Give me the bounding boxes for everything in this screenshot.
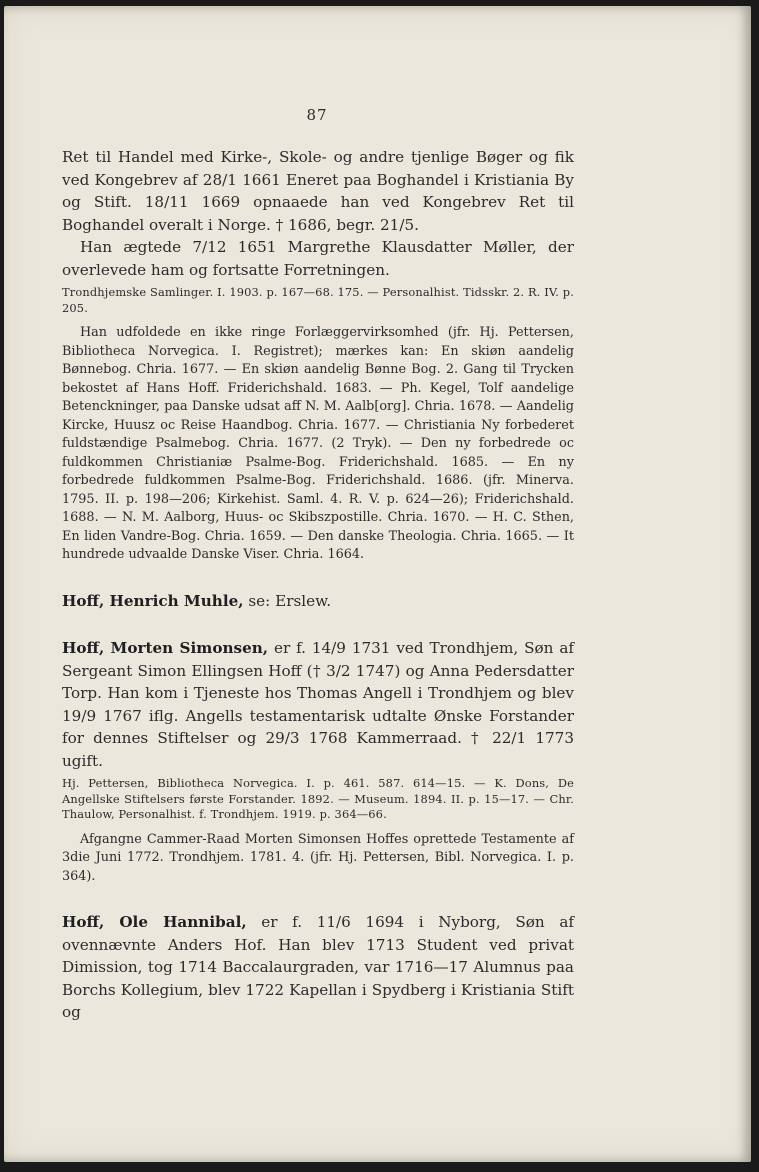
entry-heading: Hoff, Henrich Muhle, (62, 591, 244, 610)
reference-pettersen: Hj. Pettersen, Bibliotheca Norvegica. I. p. 461. 587. 614—15. — K. Dons, De Angellske Stiftelsers første Forstander. 1892. — Museum. 1894. II. p. 15—17. — Chr. Thaulow, Personalhist. f. Trondhjem. 1919. p. 364—66. (62, 776, 574, 821)
entry-ole-hannibal (62, 911, 574, 1024)
paragraph-handel: Ret til Handel med Kirke-, Skole- og andre tjenlige Bøger og fik ved Kongebrev af 28/1 1661 Eneret paa Boghandel i Kristiania By og Stift. 18/11 1669 opnaaede han ved Kongebrev Ret til Boghandel overalt i Norge. † 1686, begr. 21/5. (62, 148, 574, 234)
entry-heading: Hoff, Ole Hannibal, (62, 913, 247, 931)
book-page (4, 6, 751, 1162)
entry-text: er f. 14/9 1731 ved Trondhjem, Søn af Sergeant Simon Ellingsen Hoff († 3/2 1747) og Anna Pedersdatter Torp. Han kom i Tjeneste hos Thomas Angell i Trondhjem og blev 19/9 1767 iflg. Angells testamentarisk udtalte Ønske Forstander for dennes Stiftelser og 29/3 1768 Kammerraad. † 22/1 1773 ugift. (62, 639, 574, 770)
reference-trondhjemske: Trondhjemske Samlinger. I. 1903. p. 167—68. 175. — Personalhist. Tidsskr. 2. R. IV. p. 205. (62, 285, 575, 315)
entry-text: er f. 11/6 1694 i Nyborg, Søn af ovennævnte Anders Hof. Han blev 1713 Student ved privat Dimission, tog 1714 Baccalaurgraden, var 1716—17 Alumnus paa Borchs Kollegium, blev 1722 Kapellan i Spydberg i Kristiania Stift og (62, 913, 575, 1021)
paragraph-publisher: Han udfoldede en ikke ringe Forlæggervirksomhed (jfr. Hj. Pettersen, Bibliotheca Norvegica. I. Registret); mærkes kan: En skiøn aandelig Bønnebog. Chria. 1677. — En skiøn aandelig Bønne Bog. 2. Gang til Trycken bekostet af Hans Hoff. Friderichshald. 1683. — Ph. Kegel, Tolf aandelige Betenckninger, paa Danske udsat aff N. M. Aalb[org]. Chria. 1678. — Aandelig Kircke, Huusz oc Reise Haandbog. Chria. 1677. — Christiania Ny forbederet fuldstændige Psalmebog. Chria. 1677. (2 Tryk). — Den ny forbedrede oc fuldkommen Christianiæ Psalme-Bog. Friderichshald. 1685. — En ny forbedrede fuldkommen Psalme-Bog. Friderichshald. 1686. (jfr. Minerva. 1795. II. p. 198—206; Kirkehist. Saml. 4. R. V. p. 624—26); Friderichshald. 1688. — N. M. Aalborg, Huus- oc Skibszpostille. Chria. 1670. — H. C. Sthen, En liden Vandre-Bog. Chria. 1659. — Den danske Theologia. Chria. 1665. — It hundrede udvaalde Danske Viser. Chria. 1664. (62, 325, 574, 562)
paragraph-marriage: Han ægtede 7/12 1651 Margrethe Klausdatter Møller, der overlevede ham og fortsatte Forretningen. (62, 238, 574, 279)
entry-heading: Hoff, Morten Simonsen, (62, 639, 269, 657)
entry-text: se: Erslew. (243, 591, 332, 610)
entry-henrich-muhle (62, 590, 574, 613)
entry-morten-simonsen (62, 637, 574, 772)
page-number: 87 (306, 106, 328, 124)
paragraph-testament: Afgangne Cammer-Raad Morten Simonsen Hoffes oprettede Testamente af 3die Juni 1772. Trondhjem. 1781. 4. (jfr. Hj. Pettersen, Bibl. Norvegica. I. p. 364). (62, 831, 574, 884)
page-content (62, 146, 574, 1024)
